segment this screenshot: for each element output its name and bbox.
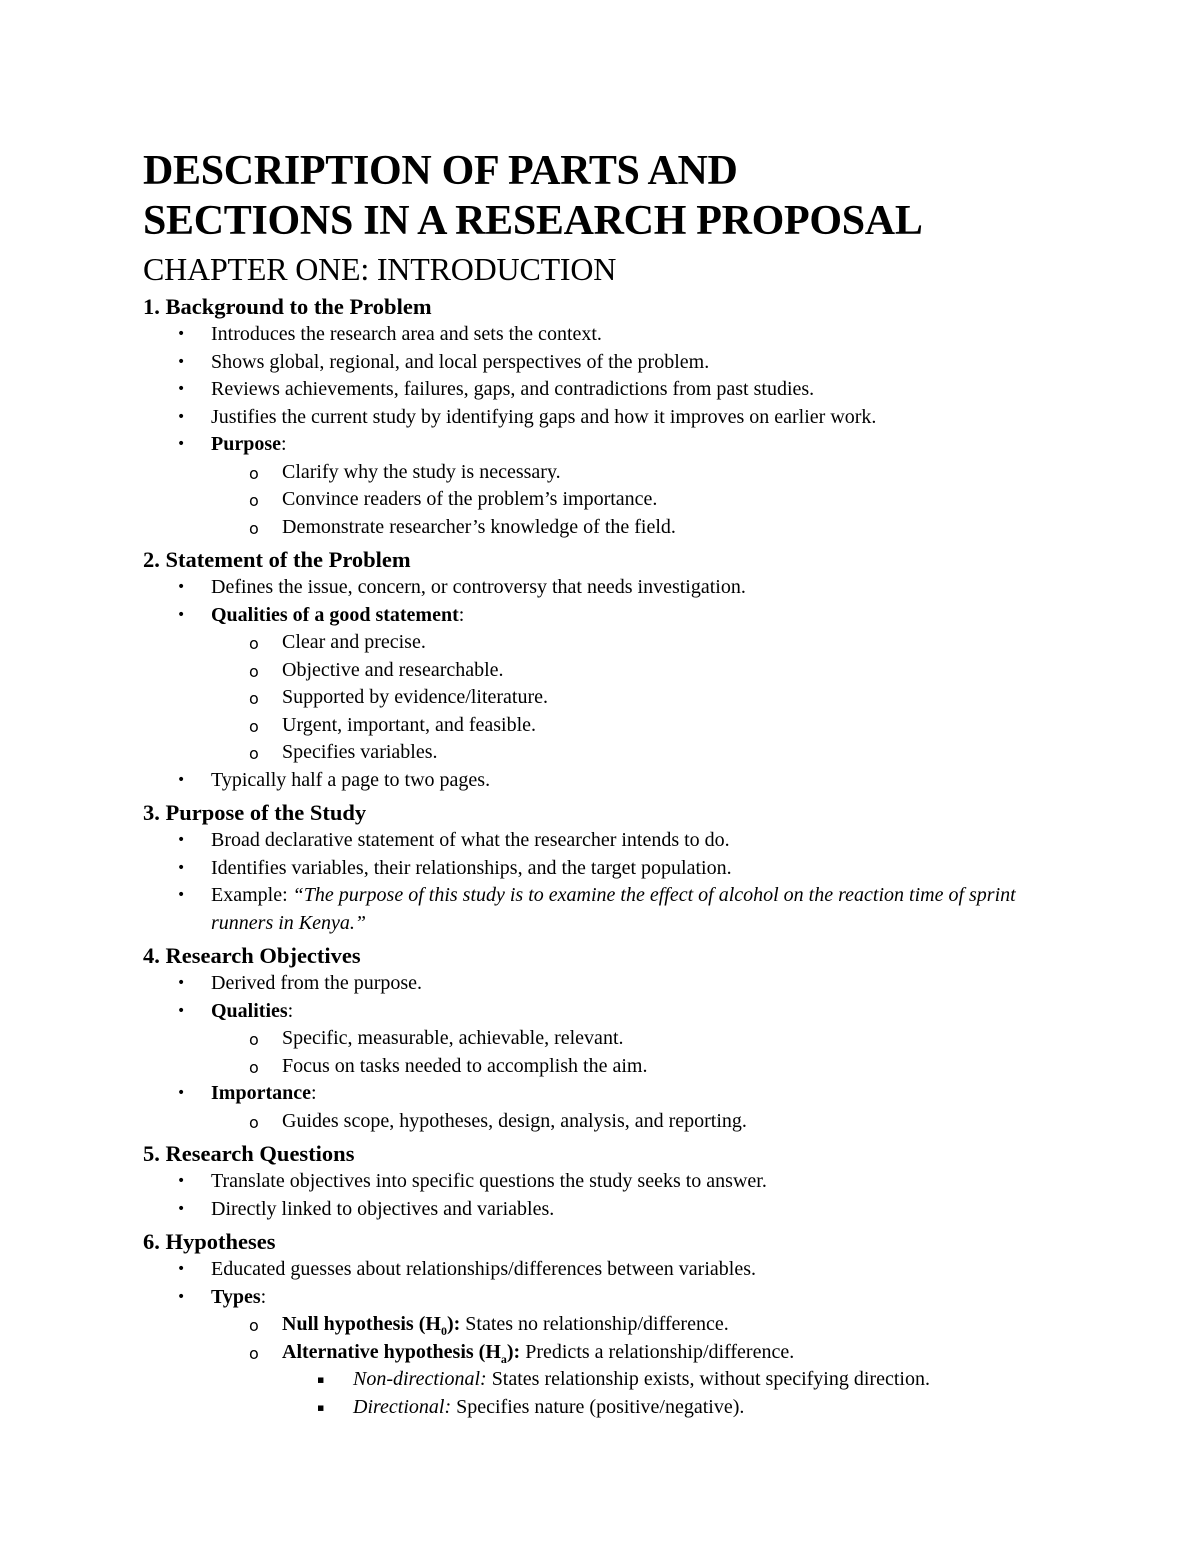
circle-marker: o bbox=[249, 1057, 259, 1077]
circle-marker: o bbox=[249, 661, 259, 681]
bullet-marker: • bbox=[177, 975, 186, 991]
circle-marker: o bbox=[249, 518, 259, 538]
label-close: ): bbox=[506, 1340, 521, 1363]
item-label: Types bbox=[211, 1285, 261, 1308]
item-text: Translate objectives into specific questions the study seeks to answer. bbox=[211, 1170, 767, 1192]
item-text: Introduces the research area and sets the context. bbox=[211, 323, 602, 345]
bullet-marker: • bbox=[177, 353, 186, 370]
square-marker: ▪ bbox=[317, 1400, 325, 1414]
label-text: Null hypothesis (H bbox=[282, 1313, 441, 1335]
item-text: Predicts a relationship/difference. bbox=[520, 1340, 795, 1363]
list-item bbox=[143, 349, 1073, 377]
list-item bbox=[143, 1366, 1073, 1394]
circle-marker: o bbox=[249, 744, 259, 763]
list-item bbox=[143, 321, 1073, 349]
bullet-list bbox=[143, 321, 1073, 459]
circle-marker: o bbox=[249, 634, 259, 653]
bullet-marker: • bbox=[177, 326, 186, 342]
list-item: • Qualities: bbox=[143, 998, 1073, 1026]
item-text: States no relationship/difference. bbox=[460, 1313, 729, 1335]
item-text: States relationship exists, without specifying direction. bbox=[486, 1368, 930, 1390]
list-item bbox=[143, 882, 1073, 937]
section-heading-statement: 2. Statement of the Problem bbox=[143, 547, 411, 572]
document-body bbox=[143, 146, 1073, 1421]
sub-list bbox=[143, 1025, 1073, 1080]
list-item bbox=[143, 514, 1073, 542]
sub-list bbox=[143, 1311, 1073, 1366]
item-text: Supported by evidence/literature. bbox=[282, 686, 549, 708]
list-item bbox=[143, 855, 1073, 883]
square-marker: ▪ bbox=[317, 1373, 325, 1386]
list-item bbox=[143, 739, 1073, 767]
bullet-list bbox=[143, 1168, 1073, 1223]
chapter-heading: CHAPTER ONE: INTRODUCTION bbox=[143, 251, 617, 287]
bullet-list bbox=[143, 970, 1073, 1025]
list-item bbox=[143, 1256, 1073, 1284]
list-item: • Qualities of a good statement: bbox=[143, 602, 1073, 630]
label-text: Alternative hypothesis (H bbox=[282, 1340, 501, 1363]
item-text: Defines the issue, concern, or controversy that needs investigation. bbox=[211, 576, 746, 598]
bullet-marker: • bbox=[177, 1200, 186, 1217]
sub-list bbox=[143, 629, 1073, 767]
document-title bbox=[143, 146, 1073, 246]
alternative-hypothesis-label bbox=[282, 1340, 521, 1366]
bullet-list bbox=[143, 574, 1073, 629]
item-text: Directly linked to objectives and variables. bbox=[211, 1197, 555, 1220]
item-label: Qualities of a good statement bbox=[211, 603, 459, 626]
section-heading-purpose: 3. Purpose of the Study bbox=[143, 800, 367, 825]
item-text: Shows global, regional, and local perspectives of the problem. bbox=[211, 350, 710, 373]
list-item bbox=[143, 712, 1073, 740]
list-item bbox=[143, 1196, 1073, 1224]
item-text: Specifies nature (positive/negative). bbox=[451, 1395, 745, 1418]
item-text: Broad declarative statement of what the researcher intends to do. bbox=[211, 829, 730, 851]
section-heading-objectives: 4. Research Objectives bbox=[143, 943, 361, 968]
item-text: Derived from the purpose. bbox=[211, 972, 423, 994]
title-line-2: SECTIONS IN A RESEARCH PROPOSAL bbox=[143, 198, 923, 244]
list-item bbox=[143, 657, 1073, 685]
list-item: • Purpose: bbox=[143, 431, 1073, 459]
list-item bbox=[143, 459, 1073, 487]
bullet-marker: • bbox=[177, 1002, 186, 1019]
title-line-1: DESCRIPTION OF PARTS AND bbox=[143, 148, 738, 194]
sub-list bbox=[143, 459, 1073, 542]
list-item bbox=[143, 404, 1073, 432]
bullet-marker: • bbox=[177, 771, 186, 788]
circle-marker: o bbox=[249, 1030, 259, 1049]
bullet-marker: • bbox=[177, 1173, 186, 1189]
circle-marker: o bbox=[249, 1316, 259, 1335]
bullet-list bbox=[143, 767, 1073, 795]
list-item bbox=[143, 1311, 1073, 1339]
item-label: Non-directional: bbox=[353, 1368, 487, 1390]
circle-marker: o bbox=[249, 1343, 259, 1363]
circle-marker: o bbox=[249, 491, 259, 510]
section-heading-questions: 5. Research Questions bbox=[143, 1141, 355, 1166]
sub-sub-list bbox=[143, 1366, 1073, 1421]
bullet-marker: • bbox=[177, 859, 186, 876]
item-text: Focus on tasks needed to accomplish the aim. bbox=[282, 1054, 648, 1077]
circle-marker: o bbox=[249, 1112, 259, 1132]
list-item bbox=[143, 1053, 1073, 1081]
item-text: Guides scope, hypotheses, design, analysis, and reporting. bbox=[282, 1109, 747, 1132]
bullet-marker: • bbox=[177, 887, 186, 903]
bullet-marker: • bbox=[177, 606, 186, 623]
list-item bbox=[143, 486, 1073, 514]
list-item bbox=[143, 970, 1073, 998]
bullet-marker: • bbox=[177, 381, 186, 397]
list-item bbox=[143, 767, 1073, 795]
list-item bbox=[143, 1394, 1073, 1422]
bullet-list bbox=[143, 1080, 1073, 1108]
bullet-marker: • bbox=[177, 408, 186, 425]
list-item bbox=[143, 574, 1073, 602]
bullet-marker: • bbox=[177, 1261, 186, 1277]
item-label: Purpose bbox=[211, 433, 281, 455]
list-item bbox=[143, 1108, 1073, 1136]
bullet-marker: • bbox=[177, 1085, 186, 1101]
sub-list bbox=[143, 1108, 1073, 1136]
bullet-list bbox=[143, 827, 1073, 937]
subscript: a bbox=[500, 1351, 507, 1366]
item-text: Specific, measurable, achievable, relevant. bbox=[282, 1027, 624, 1049]
item-label: Importance bbox=[211, 1082, 311, 1104]
circle-marker: o bbox=[249, 463, 259, 483]
item-text: Clear and precise. bbox=[282, 631, 426, 653]
section-heading-hypotheses: 6. Hypotheses bbox=[143, 1229, 276, 1254]
item-text: Objective and researchable. bbox=[282, 658, 504, 681]
bullet-marker: • bbox=[177, 832, 186, 848]
bullet-marker: • bbox=[177, 436, 186, 452]
list-item bbox=[143, 1025, 1073, 1053]
list-item bbox=[143, 376, 1073, 404]
section-heading-background: 1. Background to the Problem bbox=[143, 294, 432, 319]
list-item bbox=[143, 629, 1073, 657]
item-label: Example: bbox=[211, 884, 293, 906]
label-close: ): bbox=[446, 1313, 461, 1335]
item-text: Urgent, important, and feasible. bbox=[282, 713, 537, 736]
bullet-list bbox=[143, 1256, 1073, 1311]
bullet-marker: • bbox=[177, 579, 186, 595]
null-hypothesis-label bbox=[282, 1313, 461, 1338]
example-quote: “The purpose of this study is to examine the effect of alcohol on the reaction time of sprint runners in Kenya.” bbox=[211, 884, 1016, 934]
list-item bbox=[143, 684, 1073, 712]
item-text: Educated guesses about relationships/differences between variables. bbox=[211, 1258, 756, 1280]
circle-marker: o bbox=[249, 689, 259, 708]
list-item bbox=[143, 1339, 1073, 1367]
item-text: Convince readers of the problem’s importance. bbox=[282, 488, 658, 510]
list-item: • Types: bbox=[143, 1284, 1073, 1312]
item-text: Typically half a page to two pages. bbox=[211, 768, 491, 791]
item-text: Reviews achievements, failures, gaps, and contradictions from past studies. bbox=[211, 378, 815, 400]
item-label: Directional: bbox=[353, 1395, 452, 1418]
bullet-marker: • bbox=[177, 1288, 186, 1305]
item-text: Identifies variables, their relationships, and the target population. bbox=[211, 856, 732, 879]
list-item bbox=[143, 827, 1073, 855]
item-label: Qualities bbox=[211, 999, 288, 1022]
list-item bbox=[143, 1168, 1073, 1196]
item-text: Specifies variables. bbox=[282, 741, 438, 763]
subscript: 0 bbox=[440, 1324, 447, 1338]
item-text: Demonstrate researcher’s knowledge of the field. bbox=[282, 515, 676, 538]
item-text: Clarify why the study is necessary. bbox=[282, 460, 561, 483]
list-item: • Importance: bbox=[143, 1080, 1073, 1108]
circle-marker: o bbox=[249, 716, 259, 736]
item-text: Justifies the current study by identifying gaps and how it improves on earlier work. bbox=[211, 405, 877, 428]
